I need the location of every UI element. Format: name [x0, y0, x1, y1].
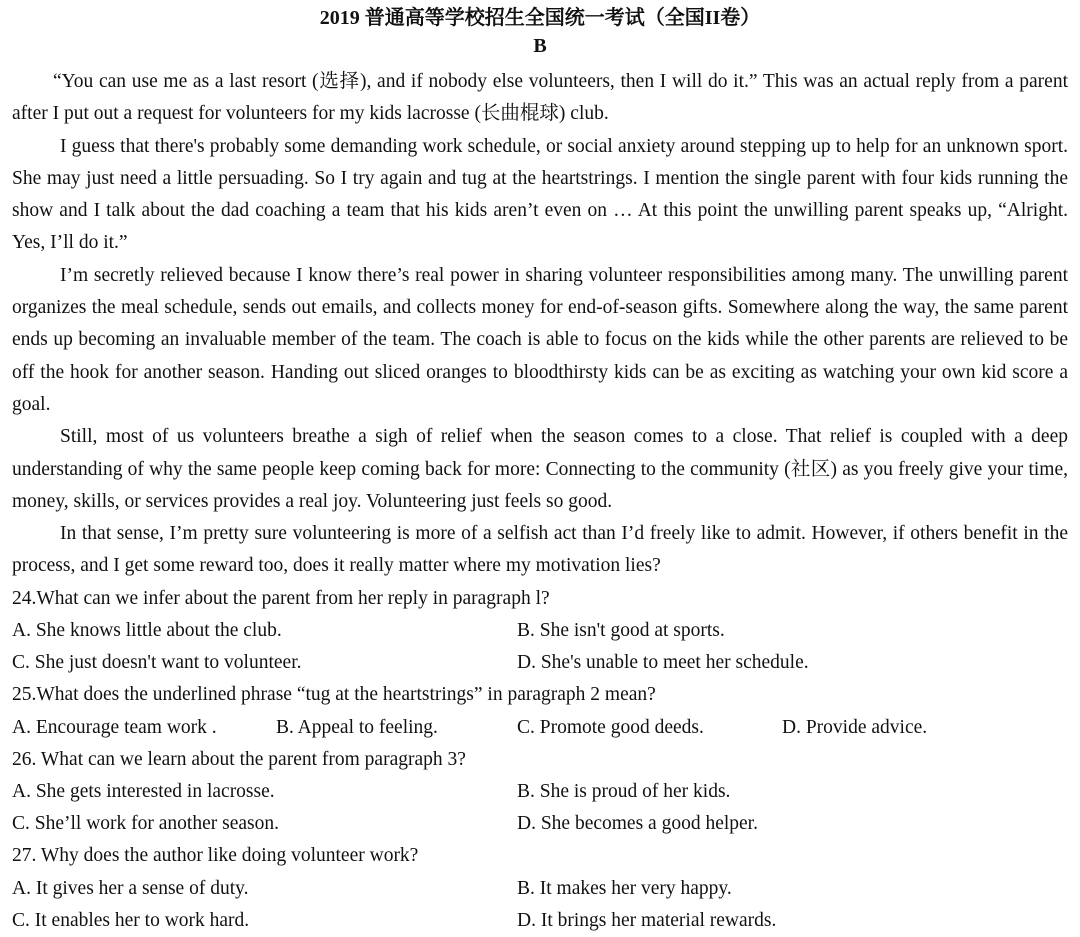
- question-27-options-row-2: [12, 905, 1068, 937]
- question-24-stem: 24.What can we infer about the parent from her reply in paragraph l?: [12, 587, 550, 609]
- question-25-option-c: C. Promote good deeds.: [517, 716, 704, 738]
- question-26-stem: 26. What can we learn about the parent from paragraph 3?: [12, 748, 466, 770]
- question-24-option-c: C. She just doesn't want to volunteer.: [12, 652, 302, 674]
- question-25-options-row: [12, 712, 1068, 744]
- question-25-option-b: B. Appeal to feeling.: [276, 716, 438, 738]
- question-25-stem: 25.What does the underlined phrase “tug at the heartstrings” in paragraph 2 mean?: [12, 684, 656, 706]
- question-27-stem: 27. Why does the author like doing volunteer work?: [12, 845, 419, 867]
- question-27-option-b: B. It makes her very happy.: [517, 877, 732, 899]
- question-26-option-b: B. She is proud of her kids.: [517, 780, 731, 802]
- exam-title: 2019 普通高等学校招生全国统一考试（全国II卷）: [319, 7, 761, 29]
- question-26-option-a: A. She gets interested in lacrosse.: [12, 780, 275, 802]
- paragraph-1: “You can use me as a last resort (选择), and if nobody else volunteers, then I will do it.” This was an actual reply from a parent after I put out a request for volunteers for my kids lacrosse (长曲棍球) club.: [12, 71, 1068, 125]
- paragraph-3: I’m secretly relieved because I know there’s real power in sharing volunteer responsibilities among many. The unwilling parent organizes the meal schedule, sends out emails, and collects money for end-of-season gifts. Somewhere along the way, the same parent ends up becoming an invaluable member of the team. The coach is able to focus on the kids while the other parents are relieved to be off the hook for another season. Handing out sliced oranges to bloodthirsty kids can be as exciting as watching your own kid score a goal.: [12, 264, 1068, 415]
- question-27-options-row-1: [12, 873, 1068, 905]
- question-25-option-d: D. Provide advice.: [782, 716, 928, 738]
- section-label: B: [533, 35, 547, 57]
- question-26-option-d: D. She becomes a good helper.: [517, 813, 758, 835]
- reading-passage: [12, 58, 1068, 583]
- paragraph-2: I guess that there's probably some demanding work schedule, or social anxiety around stepping up to help for an unknown sport. She may just need a little persuading. So I try again and tug at the heartstrings. I mention the single parent with four kids running the show and I talk about the dad coaching a team that his kids aren’t even on … At this point the unwilling parent speaks up, “Alright. Yes, I’ll do it.”: [12, 135, 1068, 254]
- paragraph-5: In that sense, I’m pretty sure volunteering is more of a selfish act than I’d freely like to admit. However, if others benefit in the process, and I get some reward too, does it really matter where my motivation lies?: [12, 523, 1068, 577]
- question-24-options-row-1: [12, 615, 1068, 647]
- question-24-option-b: B. She isn't good at sports.: [517, 619, 725, 641]
- paragraph-4: Still, most of us volunteers breathe a sigh of relief when the season comes to a close. That relief is coupled with a deep understanding of why the same people keep coming back for more: Connecting to the community (社区) as you freely give your time, money, skills, or services provides a real joy. Volunteering just feels so good.: [12, 426, 1068, 512]
- question-list: [12, 583, 1068, 937]
- question-24-option-a: A. She knows little about the club.: [12, 619, 282, 641]
- question-24-options-row-2: [12, 647, 1068, 679]
- question-26-option-c: C. She’ll work for another season.: [12, 813, 279, 835]
- question-24-option-d: D. She's unable to meet her schedule.: [517, 652, 809, 674]
- question-27-option-d: D. It brings her material rewards.: [517, 909, 777, 931]
- question-25-option-a: A. Encourage team work .: [12, 716, 217, 738]
- question-26-options-row-1: [12, 776, 1068, 808]
- question-26-options-row-2: [12, 808, 1068, 840]
- question-27-option-a: A. It gives her a sense of duty.: [12, 877, 249, 899]
- question-27-option-c: C. It enables her to work hard.: [12, 909, 250, 931]
